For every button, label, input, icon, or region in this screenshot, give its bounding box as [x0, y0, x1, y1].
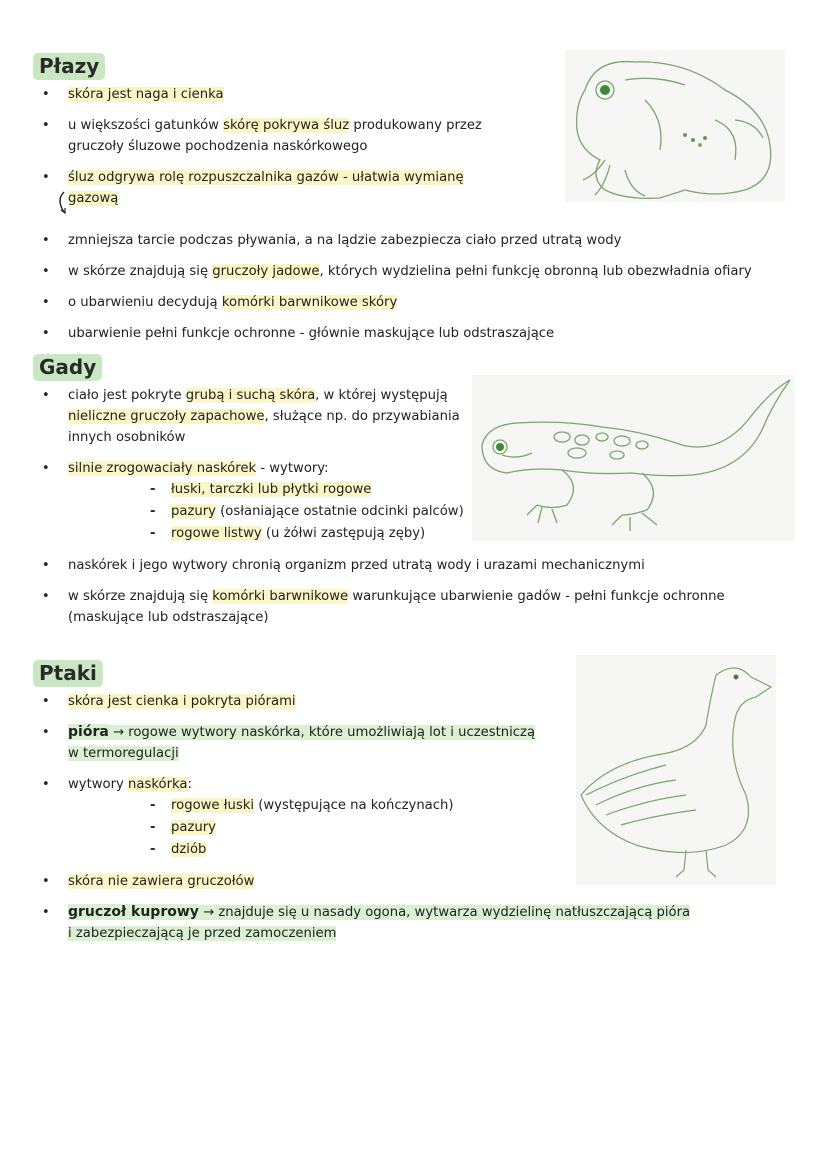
bullet-list	[33, 691, 803, 944]
list-item	[33, 691, 803, 712]
highlighted-text: gruczoł kuprowy	[68, 904, 199, 920]
highlighted-text: nieliczne gruczoły zapachowe	[68, 409, 265, 424]
list-item	[33, 84, 508, 105]
highlighted-text: pióra	[68, 724, 109, 740]
text-segment: warunkujące ubarwienie gadów - pełni funkcje ochronne	[348, 589, 725, 604]
sub-list	[68, 479, 803, 545]
sub-list-item	[68, 501, 803, 523]
text-segment: produkowany przez	[349, 118, 482, 133]
highlighted-text: skóra jest cienka i pokryta piórami	[68, 694, 296, 709]
text-segment: w skórze znajdują się	[68, 589, 213, 604]
highlighted-text: → rogowe wytwory naskórka, które umożliwiają lot i uczestniczą	[108, 725, 536, 740]
highlighted-text: i zabezpieczającą je przed zamoczeniem	[68, 926, 337, 941]
text-segment: (maskujące lub odstraszające)	[68, 610, 269, 625]
list-item	[33, 385, 508, 448]
highlighted-text: pazury	[171, 504, 216, 519]
highlighted-text: dziób	[171, 842, 207, 857]
text-segment: innych osobników	[68, 430, 186, 445]
text-segment: , w której występują	[315, 388, 448, 403]
section-ptaki	[33, 660, 803, 954]
list-item	[33, 115, 508, 157]
sub-list-item	[68, 839, 803, 861]
section-plazy	[33, 53, 803, 354]
highlighted-text: komórki barwnikowe	[212, 589, 349, 604]
highlighted-text: gruczoły jadowe	[212, 264, 320, 279]
list-item	[33, 230, 803, 251]
highlighted-text: skóra jest naga i cienka	[68, 87, 224, 102]
list-item	[33, 555, 803, 576]
text-segment: (osłaniające ostatnie odcinki palców)	[215, 504, 464, 519]
text-segment: wytwory	[68, 777, 129, 792]
highlighted-text: silnie zrogowaciały naskórek	[68, 461, 257, 476]
highlighted-text: grubą i suchą skóra	[185, 388, 316, 403]
bullet-list	[33, 84, 803, 344]
text-segment: u większości gatunków	[68, 118, 224, 133]
text-segment: w skórze znajdują się	[68, 264, 213, 279]
text-segment: o ubarwieniu decydują	[68, 295, 222, 310]
bullet-list	[33, 385, 803, 628]
text-segment: ubarwienie pełni funkcje ochronne - głównie maskujące lub odstraszające	[68, 326, 555, 341]
highlighted-text: łuski, tarczki lub płytki rogowe	[171, 482, 372, 497]
section-heading: Ptaki	[33, 660, 103, 687]
text-segment: ciało jest pokryte	[68, 388, 186, 403]
sub-list-item	[68, 479, 803, 501]
list-item	[33, 292, 803, 313]
sub-list-item	[68, 795, 803, 817]
list-item	[33, 323, 803, 344]
highlighted-text: rogowe listwy	[171, 526, 262, 541]
section-gady	[33, 354, 803, 638]
text-segment: :	[187, 777, 192, 792]
text-segment: - wytwory:	[256, 461, 329, 476]
highlighted-text: skóra nie zawiera gruczołów	[68, 874, 255, 889]
text-segment: , służące np. do przywabiania	[264, 409, 460, 424]
highlighted-text: skórę pokrywa śluz	[223, 118, 350, 133]
text-segment: (u żółwi zastępują zęby)	[261, 526, 426, 541]
text-segment: naskórek i jego wytwory chronią organizm przed utratą wody i urazami mechanicznymi	[68, 558, 645, 573]
text-segment: gruczoły śluzowe pochodzenia naskórkowego	[68, 139, 368, 154]
highlighted-text: → znajduje się u nasady ogona, wytwarza wydzielinę natłuszczającą pióra	[198, 905, 691, 920]
list-item	[33, 902, 803, 944]
sub-list-item	[68, 523, 803, 545]
list-item	[33, 167, 508, 209]
highlighted-text: śluz odgrywa rolę rozpuszczalnika gazów - ułatwia wymianę gazową	[68, 170, 464, 206]
sub-list	[68, 795, 803, 861]
list-item	[33, 871, 803, 892]
highlighted-text: pazury	[171, 820, 216, 835]
list-item	[33, 586, 803, 628]
list-item	[33, 774, 803, 861]
list-item	[33, 722, 803, 764]
sub-list-item	[68, 817, 803, 839]
list-item	[33, 261, 803, 282]
text-segment: (występujące na kończynach)	[254, 798, 454, 813]
text-segment: , których wydzielina pełni funkcję obronną lub obezwładnia ofiary	[319, 264, 752, 279]
highlighted-text: rogowe łuski	[171, 798, 255, 813]
highlighted-text: w termoregulacji	[68, 746, 179, 761]
highlighted-text: komórki barwnikowe skóry	[221, 295, 398, 310]
highlighted-text: naskórka	[128, 777, 188, 792]
text-segment: zmniejsza tarcie podczas pływania, a na lądzie zabezpiecza ciało przed utratą wody	[68, 233, 622, 248]
section-heading: Płazy	[33, 53, 105, 80]
list-item	[33, 458, 803, 545]
section-heading: Gady	[33, 354, 102, 381]
